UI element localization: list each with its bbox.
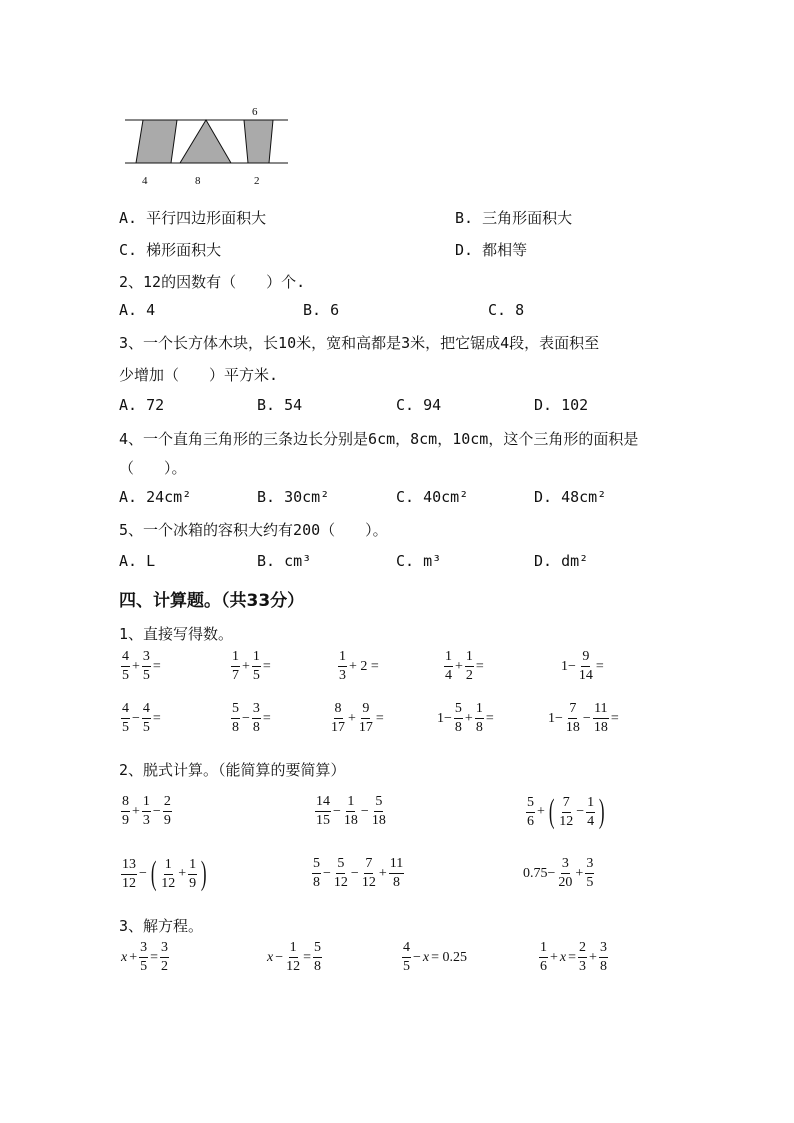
expr-1-3: $\frac{1}{3}$ + 2 = bbox=[339, 649, 379, 683]
expr-2-4: 1− $\frac{5}{8}$ + $\frac{1}{8}$ = bbox=[437, 701, 494, 735]
label-bottom-2: 2 bbox=[254, 175, 260, 187]
label-bottom-4: 4 bbox=[142, 175, 148, 187]
step-expr-3: $\frac{5}{6}$ + ( $\frac{7}{12}$ − $\frac{1}{4}$ ) bbox=[527, 793, 605, 830]
q4-option-a: A. 24cm² bbox=[119, 488, 192, 506]
q3-stem-line1: 3、一个长方体木块，长10米，宽和高都是3米，把它锯成4段，表面积至 bbox=[119, 334, 600, 352]
q1-option-a: A. 平行四边形面积大 bbox=[119, 209, 267, 227]
equation-4: $\frac{1}{6}$ + x = $\frac{2}{3}$ + $\frac{3}{8}$ bbox=[540, 940, 607, 974]
q5-option-c: C. m³ bbox=[396, 552, 442, 570]
expr-1-1: $\frac{4}{5}$ + $\frac{3}{5}$ = bbox=[122, 649, 161, 683]
q2-option-c: C. 8 bbox=[488, 301, 525, 319]
label-bottom-8: 8 bbox=[195, 175, 201, 187]
expr-1-2: $\frac{1}{7}$ + $\frac{1}{5}$ = bbox=[232, 649, 271, 683]
q3-option-b: B. 54 bbox=[257, 396, 303, 414]
expr-2-1: $\frac{4}{5}$ − $\frac{4}{5}$ = bbox=[122, 701, 161, 735]
expr-2-2: $\frac{5}{8}$ − $\frac{3}{8}$ = bbox=[232, 701, 271, 735]
q5-option-b: B. cm³ bbox=[257, 552, 312, 570]
trapezoid-shape bbox=[244, 120, 273, 163]
label-top-6: 6 bbox=[252, 106, 258, 118]
q5-option-a: A. L bbox=[119, 552, 156, 570]
q3-option-a: A. 72 bbox=[119, 396, 165, 414]
section4-part2-label: 2、脱式计算。（能简算的要简算） bbox=[119, 761, 346, 779]
q3-stem-line2: 少增加（ ）平方米. bbox=[119, 366, 279, 384]
step-expr-5: $\frac{5}{8}$ − $\frac{5}{12}$ − $\frac{7}{12}$ + $\frac{11}{8}$ bbox=[313, 856, 404, 890]
shapes-figure bbox=[120, 100, 300, 190]
q2-option-b: B. 6 bbox=[303, 301, 340, 319]
q4-option-d: D. 48cm² bbox=[534, 488, 607, 506]
equation-1: x + $\frac{3}{5}$ = $\frac{3}{2}$ bbox=[121, 940, 169, 974]
step-expr-6: 0.75− $\frac{3}{20}$ + $\frac{3}{5}$ bbox=[523, 856, 594, 890]
expr-2-3: $\frac{8}{17}$ + $\frac{9}{17}$ = bbox=[331, 701, 384, 735]
equation-3: $\frac{4}{5}$ − x = 0.25 bbox=[403, 940, 468, 974]
q4-stem-line2: （ ）。 bbox=[119, 459, 187, 477]
step-expr-2: $\frac{14}{15}$ − $\frac{1}{18}$ − $\frac{5}{18}$ bbox=[316, 794, 386, 828]
parallelogram-shape bbox=[136, 120, 177, 163]
expr-1-5: 1− $\frac{9}{14}$ = bbox=[561, 649, 604, 683]
section4-part3-label: 3、解方程。 bbox=[119, 917, 204, 935]
q5-stem: 5、一个冰箱的容积大约有200（ ）。 bbox=[119, 521, 388, 539]
section4-heading: 四、计算题。（共33分） bbox=[119, 591, 305, 611]
equation-2: x − $\frac{1}{12}$ = $\frac{5}{8}$ bbox=[267, 940, 322, 974]
expr-1-4: $\frac{1}{4}$ + $\frac{1}{2}$ = bbox=[445, 649, 484, 683]
step-expr-4: $\frac{13}{12}$ − ( $\frac{1}{12}$ + $\frac{1}{9}$ ) bbox=[122, 855, 207, 892]
q1-option-c: C. 梯形面积大 bbox=[119, 241, 222, 259]
triangle-shape bbox=[180, 120, 231, 163]
q2-option-a: A. 4 bbox=[119, 301, 156, 319]
q1-option-d: D. 都相等 bbox=[455, 241, 528, 259]
q1-option-b: B. 三角形面积大 bbox=[455, 209, 573, 227]
q4-option-b: B. 30cm² bbox=[257, 488, 330, 506]
section4-part1-label: 1、直接写得数。 bbox=[119, 625, 234, 643]
step-expr-1: $\frac{8}{9}$ + $\frac{1}{3}$ − $\frac{2}{9}$ bbox=[122, 794, 171, 828]
q2-stem: 2、12的因数有（ ）个. bbox=[119, 273, 306, 291]
q5-option-d: D. dm² bbox=[534, 552, 589, 570]
expr-2-5: 1− $\frac{7}{18}$ − $\frac{11}{18}$ = bbox=[548, 701, 619, 735]
q3-option-c: C. 94 bbox=[396, 396, 442, 414]
q4-option-c: C. 40cm² bbox=[396, 488, 469, 506]
q3-option-d: D. 102 bbox=[534, 396, 589, 414]
q4-stem-line1: 4、一个直角三角形的三条边长分别是6cm，8cm，10cm，这个三角形的面积是 bbox=[119, 430, 639, 448]
